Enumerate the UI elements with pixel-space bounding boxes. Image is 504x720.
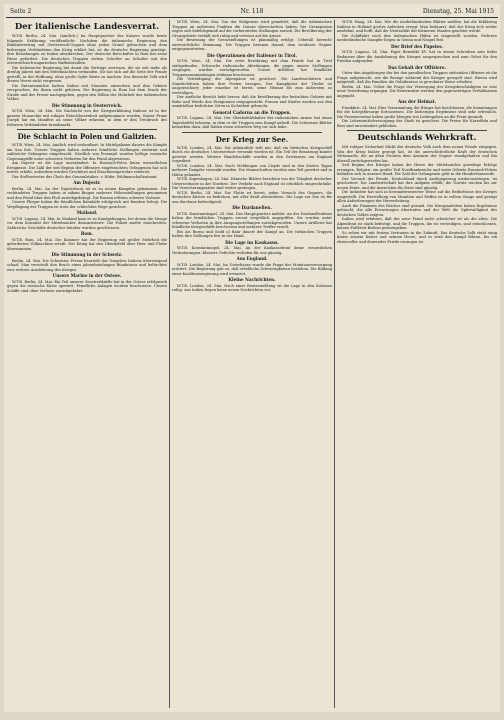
section-separator <box>347 130 487 131</box>
article-paragraph: Unsere Flieger haben die feindlichen Bahnhöfe erfolgreich mit Bomben belegt. Die Verpflegung der Truppen ist trotz der schlechten Wege gesichert. <box>7 200 167 209</box>
section-separator <box>182 132 322 133</box>
article-paragraph: W.T.B. Wien, 24. Mai. Die erste Berührung mit dem Feinde hat in Tirol stattgefunden. Schwache italienische Abteilungen, die gegen unsere Stellungen vorgingen, wurden zurückgeworfen. Unsere Artillerie hat feindliche Truppenansammlungen wirksam beschossen. <box>172 59 332 77</box>
article-subheading: Kleine Nachrichten. <box>228 277 276 282</box>
article-paragraph: Bei Ari Burnu und Sedd ul Bahr dauert der Kampf an. Die türkischen Truppen halten ihre Stellungen fest in der Hand. <box>172 229 332 238</box>
article-paragraph: Unter den Angehörigen der bei den preußischen Truppen stehenden Offiziere ist die Frage aufgetaucht, wie die Bezüge während des Krieges geregelt sind. Hierzu wird mitgeteilt, daß die Familien die Gebührnisse in gewohnter Weise erhalten. <box>337 71 497 84</box>
article-subheading: Aus der Heimat. <box>397 99 437 104</box>
article-paragraph: W.T.B. Berlin, 24. Mai. (Amtlich.) Im Hauptquartier des Kaisers wurde heute folgende Erklärung veröffentlicht: Nachdem die italienische Regierung den Bündnisvertrag mit Oesterreich-Ungarn ohne jeden Grund gebrochen und dem bisherigen Verbündeten den Krieg erklärt hat, ist die deutsche Regierung genötigt, ihre Beziehungen zu Italien abzubrechen. Der deutsche Botschafter in Rom hat seine Pässe gefordert. Die deutschen Truppen stehen Schulter an Schulter mit den österreichisch-ungarischen Waffenbrüdern. <box>7 34 167 65</box>
article-paragraph: W.T.B. Wien, 24. Mai. Von der Südgrenze wird gemeldet, daß die italienischen Truppen an mehreren Punkten die Grenze überschritten haben. Die Grenzposten zogen sich befehlsgemäß auf die vorbereiteten Stellungen zurück. Die Bevölkerung der Grenzgebiete verhält sich ruhig und vertraut auf die Armee. <box>172 20 332 38</box>
article-subheading: Unsere Marine in der Ostsee. <box>52 273 122 278</box>
article-paragraph: Seit Beginn des Krieges haben die Heere der Mittelmächte gewaltige Erfolge errungen. Belgien, ein großer Teil Nordfrankreichs und weite Gebiete Russisch-Polens befinden sich in unserer Hand. Die Zahl der Gefangenen geht in die Hunderttausende. <box>337 163 497 176</box>
article-paragraph: W.T.B. London, 24. Mai. Im Unterhause wurde die Frage der Munitionsversorgung erörtert. Die Regierung gab zu, daß erhebliche Schwierigkeiten bestehen. Die Bildung einer Koalitionsregierung wird erwartet. <box>172 262 332 276</box>
article-paragraph: Die Schiffahrt nach den italienischen Häfen ist eingestellt worden. Mehrere niederländische Dampfer liegen in Genua und Neapel fest. <box>337 33 497 42</box>
page-number: Seite 2 <box>10 8 32 15</box>
article-paragraph: So sehen wir mit festem Vertrauen in die Zukunft. Das deutsche Volk steht einig hinter seinem Kaiser und seinem Heere, und es wird den Kampf führen, bis ein ehrenvoller und dauernder Friede errungen ist. <box>337 230 497 244</box>
article-paragraph: W.T.B. Wien, 24. Mai. Amtlich wird verlautbart: In Mittelgalizien dauern die Kämpfe am San fort. Unsere Truppen haben mehrere feindliche Stellungen erstürmt und zahlreiche Gefangene eingebracht. Nördlich von Przemysl wurden heftige russische Gegenangriffe unter schweren Verlusten für den Feind abgewiesen. <box>7 143 167 161</box>
article-paragraph: Die Besetzung der Grenzstellungen ist planmäßig erfolgt. Ueberall herrscht zuversichtliche Stimmung. Die Truppen brennen darauf, dem treulosen Gegner entgegenzutreten. <box>172 38 332 51</box>
column-1 <box>7 20 167 708</box>
section-headline: Der italienische Landesverrat. <box>14 22 160 32</box>
article-paragraph: Am Dnjestr ist die Lage unverändert. In Russisch-Polen keine wesentlichen Ereignisse. Die Zahl der seit Beginn der Offensive eingebrachten Gefangenen hat sich weiter erhöht; außerdem wurden Geschütze und Maschinengewehre erbeutet. <box>7 161 167 174</box>
article-paragraph: Frankfurt, 24. Mai. Eine Versammlung der Bürger hat beschlossen, die Sammlungen für die Kriegsfürsorge fortzusetzen. Die bisherigen Ergebnisse sind sehr erfreulich. Die Frauenvereine haben große Mengen von Liebesgaben an die Front gesandt. <box>337 105 497 119</box>
article-subheading: Mailand. <box>76 210 98 215</box>
article-paragraph: Die Ententemächte hatten Italien seit Monaten umworben und ihm Gebiete versprochen, die ihnen nicht gehören. Die Regierung in Rom hat dem Druck der Straße und der Presse nachgegeben, gegen den Willen der Mehrheit des italienischen Volkes. <box>7 83 167 101</box>
article-paragraph: Berlin, 24. Mai. Ueber die Frage der Versorgung der Kriegsbeschädigten ist eine neue Verordnung ergangen. Die Rentensätze werden den gegenwärtigen Verhältnissen angepaßt. <box>337 84 497 98</box>
article-paragraph: Die italienische Regierung hat damit die Verträge zerrissen, die sie seit mehr als dreißig Jahren mit den Mittelmächten verbanden. Sie hat sich auf die Seite der Feinde gestellt, in der Hoffnung, ohne große Opfer Beute zu machen. Das deutsche Volk wird diesen Verrat nicht vergessen. <box>7 65 167 83</box>
section-headline: Die Schlacht in Polen und Galizien. <box>17 132 157 141</box>
article-paragraph: Der amtliche Bericht hebt hervor, daß die Bevölkerung der bedrohten Gebiete mit Ruhe und Würde den Ereignissen entgegensieht. Frauen und Kinder wurden aus den unmittelbar bedrohten Orten in Sicherheit gebracht. <box>172 95 332 108</box>
article-paragraph: W.T.B. Rom, 24. Mai. Die Kammer hat der Regierung mit großer Mehrheit die geforderten Vollmachten erteilt. Der König hat den Oberbefehl über Heer und Flotte übernommen. <box>7 237 167 251</box>
column-divider-1 <box>169 20 170 708</box>
article-paragraph: W.T.B. Wien, 24. Mai. Die Nachricht von der Kriegserklärung Italiens ist in der ganzen Monarchie mit ruhiger Entschlossenheit aufgenommen worden. Kaiser Franz Joseph hat ein Manifest an seine Völker erlassen, in dem er den Treubruch des früheren Verbündeten brandmarkt. <box>7 109 167 127</box>
article-paragraph: Italien wird erfahren, daß der neue Feind nicht schwächer ist als die alten. Die Alpenfront ist stark befestigt, und die Truppen, die sie verteidigen, sind entschlossen, keinen Fußbreit Bodens preiszugeben. <box>337 217 497 230</box>
article-paragraph: W.T.B. Lugano, 24. Mai. Der Oberbefehlshaber der italienischen Armee hat einen Tagesbefehl erlassen, in dem er die Truppen zum Kampf aufruft. Die Schweizer Blätter bemerken dazu, daß Italien einen schweren Weg vor sich habe. <box>172 116 332 129</box>
article-paragraph: Berlin, 24. Mai. Die Schweizer Presse beurteilt das Vorgehen Italiens überwiegend scharf. Man verurteilt den Bruch eines jahrzehntelangen Bündnisses und befürchtet eine weitere Ausdehnung des Krieges. <box>7 258 167 272</box>
article-subheading: Das Gehalt der Offiziere. <box>387 64 447 70</box>
section-headline: Deutschlands Wehrkraft. <box>357 133 477 143</box>
article-paragraph: Der Versuch der Feinde, Deutschland durch Aushungerung niederzuzwingen, ist gescheitert. Die Landwirtschaft hat ihre Aufgabe erfüllt; die Vorräte reichen bis zur neuen Ernte, und die Aussichten für diese sind günstig. <box>337 176 497 190</box>
article-paragraph: W.T.B. London, 24. Mai. Nach Meldungen von Lloyds sind in den letzten Tagen mehrere Dampfer versenkt worden. Die Mannschaften wurden zum Teil gerettet und in Häfen gelandet. <box>172 163 332 177</box>
article-subheading: Der Brief des Papstes. <box>390 43 444 49</box>
article-paragraph: Mit ruhiger Sicherheit blickt das deutsche Volk auch dem neuen Feinde entgegen. Was der Krieg bisher gezeigt hat, ist die unerschütterliche Kraft der deutschen Wehrmacht, die an allen Fronten dem Ansturm der Gegner standgehalten und ihn überall zurückgeworfen hat. <box>337 145 497 163</box>
section-headline: Der Krieg zur See. <box>215 134 289 144</box>
article-subheading: Die Lage im Kaukasus. <box>225 239 279 245</box>
article-subheading: Die Operationen der Italiener in Tirol. <box>207 52 297 58</box>
article-paragraph: Der Stellvertreter des Chefs des Generalstabes: v. Höfer, Feldmarschalleutnant. <box>12 174 158 179</box>
article-subheading: Die Stimmung in der Schweiz. <box>51 252 123 257</box>
article-paragraph: W.T.B. London, 24. Mai. Nach einer Reutermeldung ist die Lage in den Kolonien ruhig. Aus Indien liegen keine neuen Nachrichten vor. <box>172 283 332 292</box>
article-paragraph: W.T.B. London, 24. Mai. Die Admiralität teilt mit, daß ein britisches Kriegsschiff durch ein deutsches Unterseeboot versenkt worden ist. Ein Teil der Besatzung konnte gerettet werden. Weitere Handelsschiffe wurden in den Gewässern um England torpediert. <box>172 145 332 163</box>
article-subheading: Die Dardanellen. <box>232 205 272 210</box>
article-paragraph: W.T.B. Konstantinopel, 24. Mai. Das Hauptquartier meldet: An der Dardanellenfront haben die feindlichen Truppen erneut vergeblich angegriffen. Sie wurden unter schweren Verlusten in ihre Ausgangsstellungen zurückgeworfen. Unsere Artillerie hat feindliche Kriegsschiffe beschossen und mehrere Treffer erzielt. <box>172 211 332 229</box>
article-paragraph: Berlin, 24. Mai. An der Dnjestrfront ist es zu neuen Kämpfen gekommen. Die verbündeten Truppen haben in zähem Ringen mehrere Höhenstellungen genommen und den Feind über den Fluß zurückgedrängt. Die Russen erlitten schwere Verluste. <box>7 186 167 200</box>
article-subheading: Aus England. <box>236 256 268 261</box>
newspaper-page <box>4 4 500 712</box>
article-subheading: Die Stimmung in Oesterreich. <box>51 102 123 108</box>
column-3 <box>337 20 497 708</box>
section-separator <box>17 129 157 130</box>
issue-date: Dienstag, 25. Mai 1915 <box>422 8 494 15</box>
article-paragraph: Die Lebensmittelversorgung der Stadt ist gesichert. Die Preise für Kartoffeln und Brot sind unverändert geblieben. <box>337 119 497 128</box>
article-paragraph: W.T.B. Lugano, 24. Mai. In Mailand kam es zu Kundgebungen, bei denen die Menge vor dem Konsulat der Mittelmächte demonstrierte. Die Polizei mußte einschreiten. Zahlreiche Geschäfte deutscher Inhaber wurden geschlossen. <box>7 216 167 230</box>
article-subheading: Am Dnjestr. <box>73 180 101 185</box>
article-paragraph: W.T.B. Kopenhagen, 24. Mai. Dänische Blätter berichten von der Tätigkeit deutscher Unterseeboote in der Nordsee. Der Verkehr nach England ist erheblich eingeschränkt. Die Versicherungssätze sind weiter gestiegen. <box>172 177 332 190</box>
column-divider-2 <box>334 20 335 708</box>
article-subheading: General Cadorna an die Truppen. <box>212 109 292 115</box>
issue-number: Nr. 118 <box>240 8 264 15</box>
column-2 <box>172 20 332 708</box>
article-paragraph: W.T.B. Berlin, 24. Mai. Die Flotte ist bereit, jeden Versuch des Gegners, die deutschen Küsten zu bedrohen, mit aller Kraft abzuwehren. Die Lage zur See ist für uns durchaus befriedigend. <box>172 190 332 204</box>
article-paragraph: W.T.B. Haag, 24. Mai. Wie die niederländischen Blätter melden, hat die Erklärung Italiens in Holland großes Aufsehen erregt. Man bedauert, daß der Krieg sich weiter ausdehnt, und hofft, daß die Neutralität der kleineren Staaten geachtet werde. <box>337 20 497 33</box>
header-rule <box>6 17 498 18</box>
article-paragraph: W.T.B. Berlin, 24. Mai. Ein Teil unserer Seestreitkräfte hat in der Ostsee erfolgreich gegen die russische Küste operiert. Feindliche Anlagen wurden beschossen. Unsere Schiffe sind ohne Verluste zurückgekehrt. <box>7 279 167 293</box>
article-paragraph: Die Verteidigung der Alpenpässe ist gesichert. Die Landesschützen und Standschützen haben ihre Posten bezogen. Der Kampfgeist der Tiroler ist ausgezeichnet; jeder einzelne ist bereit, seine Heimat bis zum äußersten zu verteidigen. <box>172 77 332 95</box>
article-subheading: Rom. <box>80 231 94 236</box>
article-paragraph: W.T.B. Konstantinopel, 24. Mai. An der Kaukasusfront keine wesentlichen Veränderungen. Kleinere Gefechte verliefen für uns günstig. <box>172 246 332 255</box>
article-paragraph: W.T.B. Lugano, 24. Mai. Papst Benedikt XV. hat in einem Schreiben sein tiefes Bedauern über die Ausdehnung des Krieges ausgesprochen und zum Gebet für den Frieden aufgerufen. <box>337 50 497 63</box>
article-paragraph: Die Industrie hat sich in bewundernswerter Weise auf die Bedürfnisse des Krieges umgestellt. Die Herstellung von Munition und Waffen ist in vollem Gange und genügt allen Anforderungen der Heeresleitung. <box>337 190 497 203</box>
article-paragraph: Auch die Finanzen des Reiches sind gesund. Die Kriegsanleihen haben Ergebnisse gebracht, die alle Erwartungen übertrafen und der Welt die Opferwilligkeit des deutschen Volkes zeigten. <box>337 203 497 217</box>
